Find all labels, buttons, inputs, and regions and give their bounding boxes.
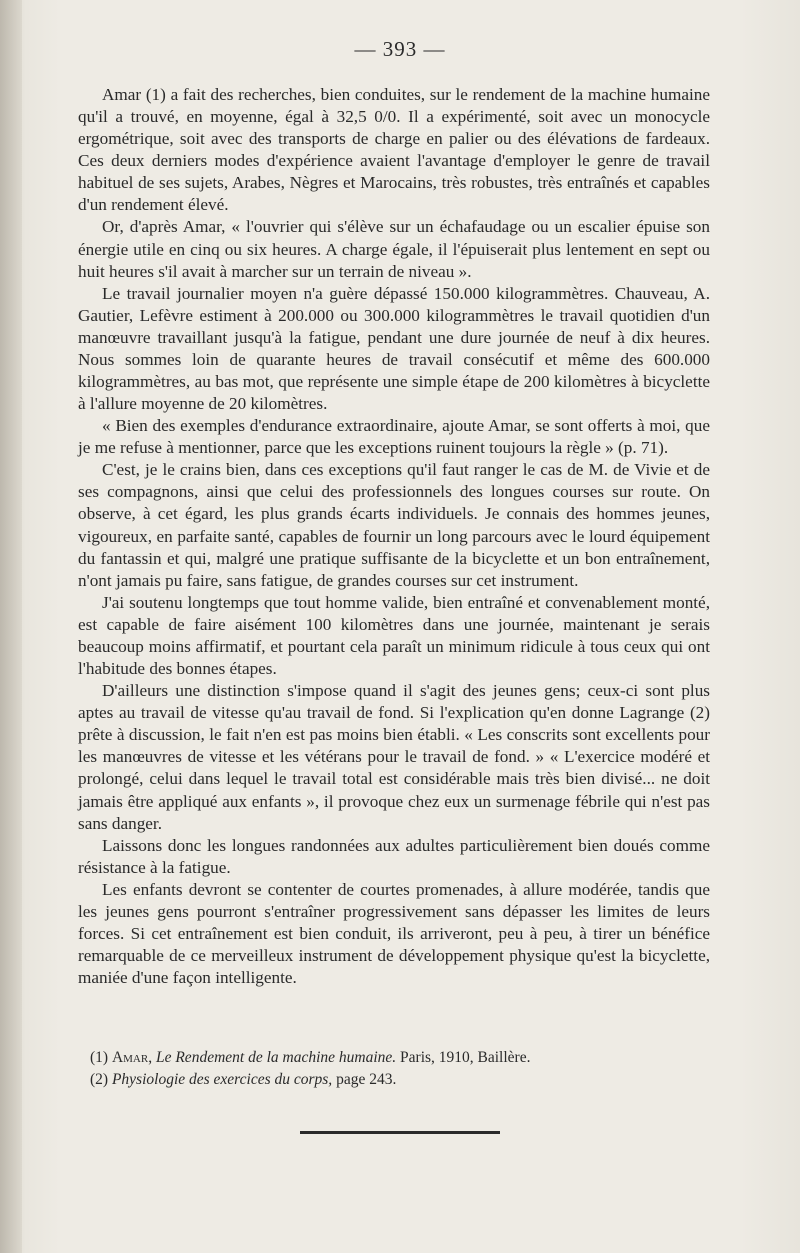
page-number: — 393 — — [354, 37, 446, 61]
paragraph-6: J'ai soutenu longtemps que tout homme valide, bien entraîné et convenablement monté, est capable de faire aisément 100 kilomètres dans une journée, maintenant je serais beaucoup moins affirmatif, et pourtant cela paraît un minimum ridicule à tous ceux qui ont l'habitude des bonnes étapes. — [78, 592, 710, 679]
binding-edge — [0, 0, 22, 1253]
footnotes — [78, 1047, 710, 1091]
end-rule — [300, 1131, 500, 1134]
footnote-rest: page 243. — [336, 1071, 397, 1088]
footnote-rest: Paris, 1910, Baillère. — [400, 1049, 531, 1066]
paragraph-3: Le travail journalier moyen n'a guère dépassé 150.000 kilogrammètres. Chauveau, A. Gautier, Lefèvre estiment à 200.000 ou 300.000 kilogrammètres le travail quotidien d'un manœuvre travaillant jusqu'à la fatigue, pendant une dure journée de neuf à dix heures. Nous sommes loin de quarante heures de travail consécutif et même des 600.000 kilogrammètres, au bas mot, que représente une simple étape de 200 kilomètres à bicyclette à l'allure moyenne de 20 kilomètres. — [78, 283, 710, 414]
paragraph-1: Amar (1) a fait des recherches, bien conduites, sur le rendement de la machine humaine qu'il a trouvé, en moyenne, égal à 32,5 0/0. Il a expérimenté, soit avec un monocycle ergométrique, soit avec des transports de charge en palier ou des élévations de fardeaux. Ces deux derniers modes d'expérience avaient l'avantage d'employer le genre de travail habituel de ses sujets, Arabes, Nègres et Marocains, très robustes, très entraînés et capables d'un rendement élevé. — [78, 85, 710, 215]
paragraph-2: Or, d'après Amar, « l'ouvrier qui s'élève sur un échafaudage ou un escalier épuise son énergie utile en cinq ou six heures. A charge égale, il l'épuiserait plus lentement en sept ou huit heures s'il avait à marcher sur un terrain de niveau ». — [78, 217, 710, 281]
footnote-marker: (1) — [90, 1049, 109, 1066]
paragraph-5: C'est, je le crains bien, dans ces exceptions qu'il faut ranger le cas de M. de Vivie et de ses compagnons, ainsi que celui des professionnels des longues courses sur route. On observe, à cet égard, les plus grands écarts individuels. Je connais des hommes jeunes, vigoureux, en parfaite santé, capables de fournir un long parcours avec le lourd équipement du fantassin et qui, malgré une pratique suffisante de la bicyclette et un bon entraînement, n'ont jamais pu faire, sans fatigue, de grandes courses sur cet instrument. — [78, 460, 710, 590]
footnote-title: Le Rendement de la machine humaine. — [155, 1049, 397, 1066]
paragraph-9: Les enfants devront se contenter de courtes promenades, à allure modérée, tandis que les jeunes gens pourront s'entraîner progressivement sans dépasser les limites de leurs forces. Si cet entraînement est bien conduit, ils arriveront, peu à peu, à tirer un bénéfice remarquable de ce merveilleux instrument de développement physique qu'est la bicyclette, maniée d'une façon intelligente. — [78, 879, 710, 988]
footnote-author: Amar, — [111, 1049, 153, 1066]
paragraph-4: « Bien des exemples d'endurance extraordinaire, ajoute Amar, se sont offerts à moi, que je me refuse à mentionner, parce que les exceptions ruinent toujours la règle » (p. 71). — [78, 416, 710, 458]
footnote-1 — [78, 1047, 710, 1069]
footnote-title: Physiologie des exercices du corps, — [111, 1071, 333, 1088]
paragraph-8: Laissons donc les longues randonnées aux adultes particulièrement bien doués comme résistance à la fatigue. — [78, 835, 710, 877]
footnote-marker: (2) — [90, 1071, 109, 1088]
paragraph-7: D'ailleurs une distinction s'impose quand il s'agit des jeunes gens; ceux-ci sont plus aptes au travail de vitesse qu'au travail de fond. Si l'explication qu'en donne Lagrange (2) prête à discussion, le fait n'en est pas moins bien établi. « Les conscrits sont excellents pour les manœuvres de vitesse et les vétérans pour le travail de fond. » « L'exercice modéré et prolongé, celui dans lequel le travail total est considérable mais très bien divisé... ne doit jamais être appliqué aux enfants », il provoque chez eux un surmenage fébrile qui n'est pas sans danger. — [78, 681, 710, 833]
body-text — [78, 84, 710, 989]
footnote-2 — [78, 1069, 710, 1091]
